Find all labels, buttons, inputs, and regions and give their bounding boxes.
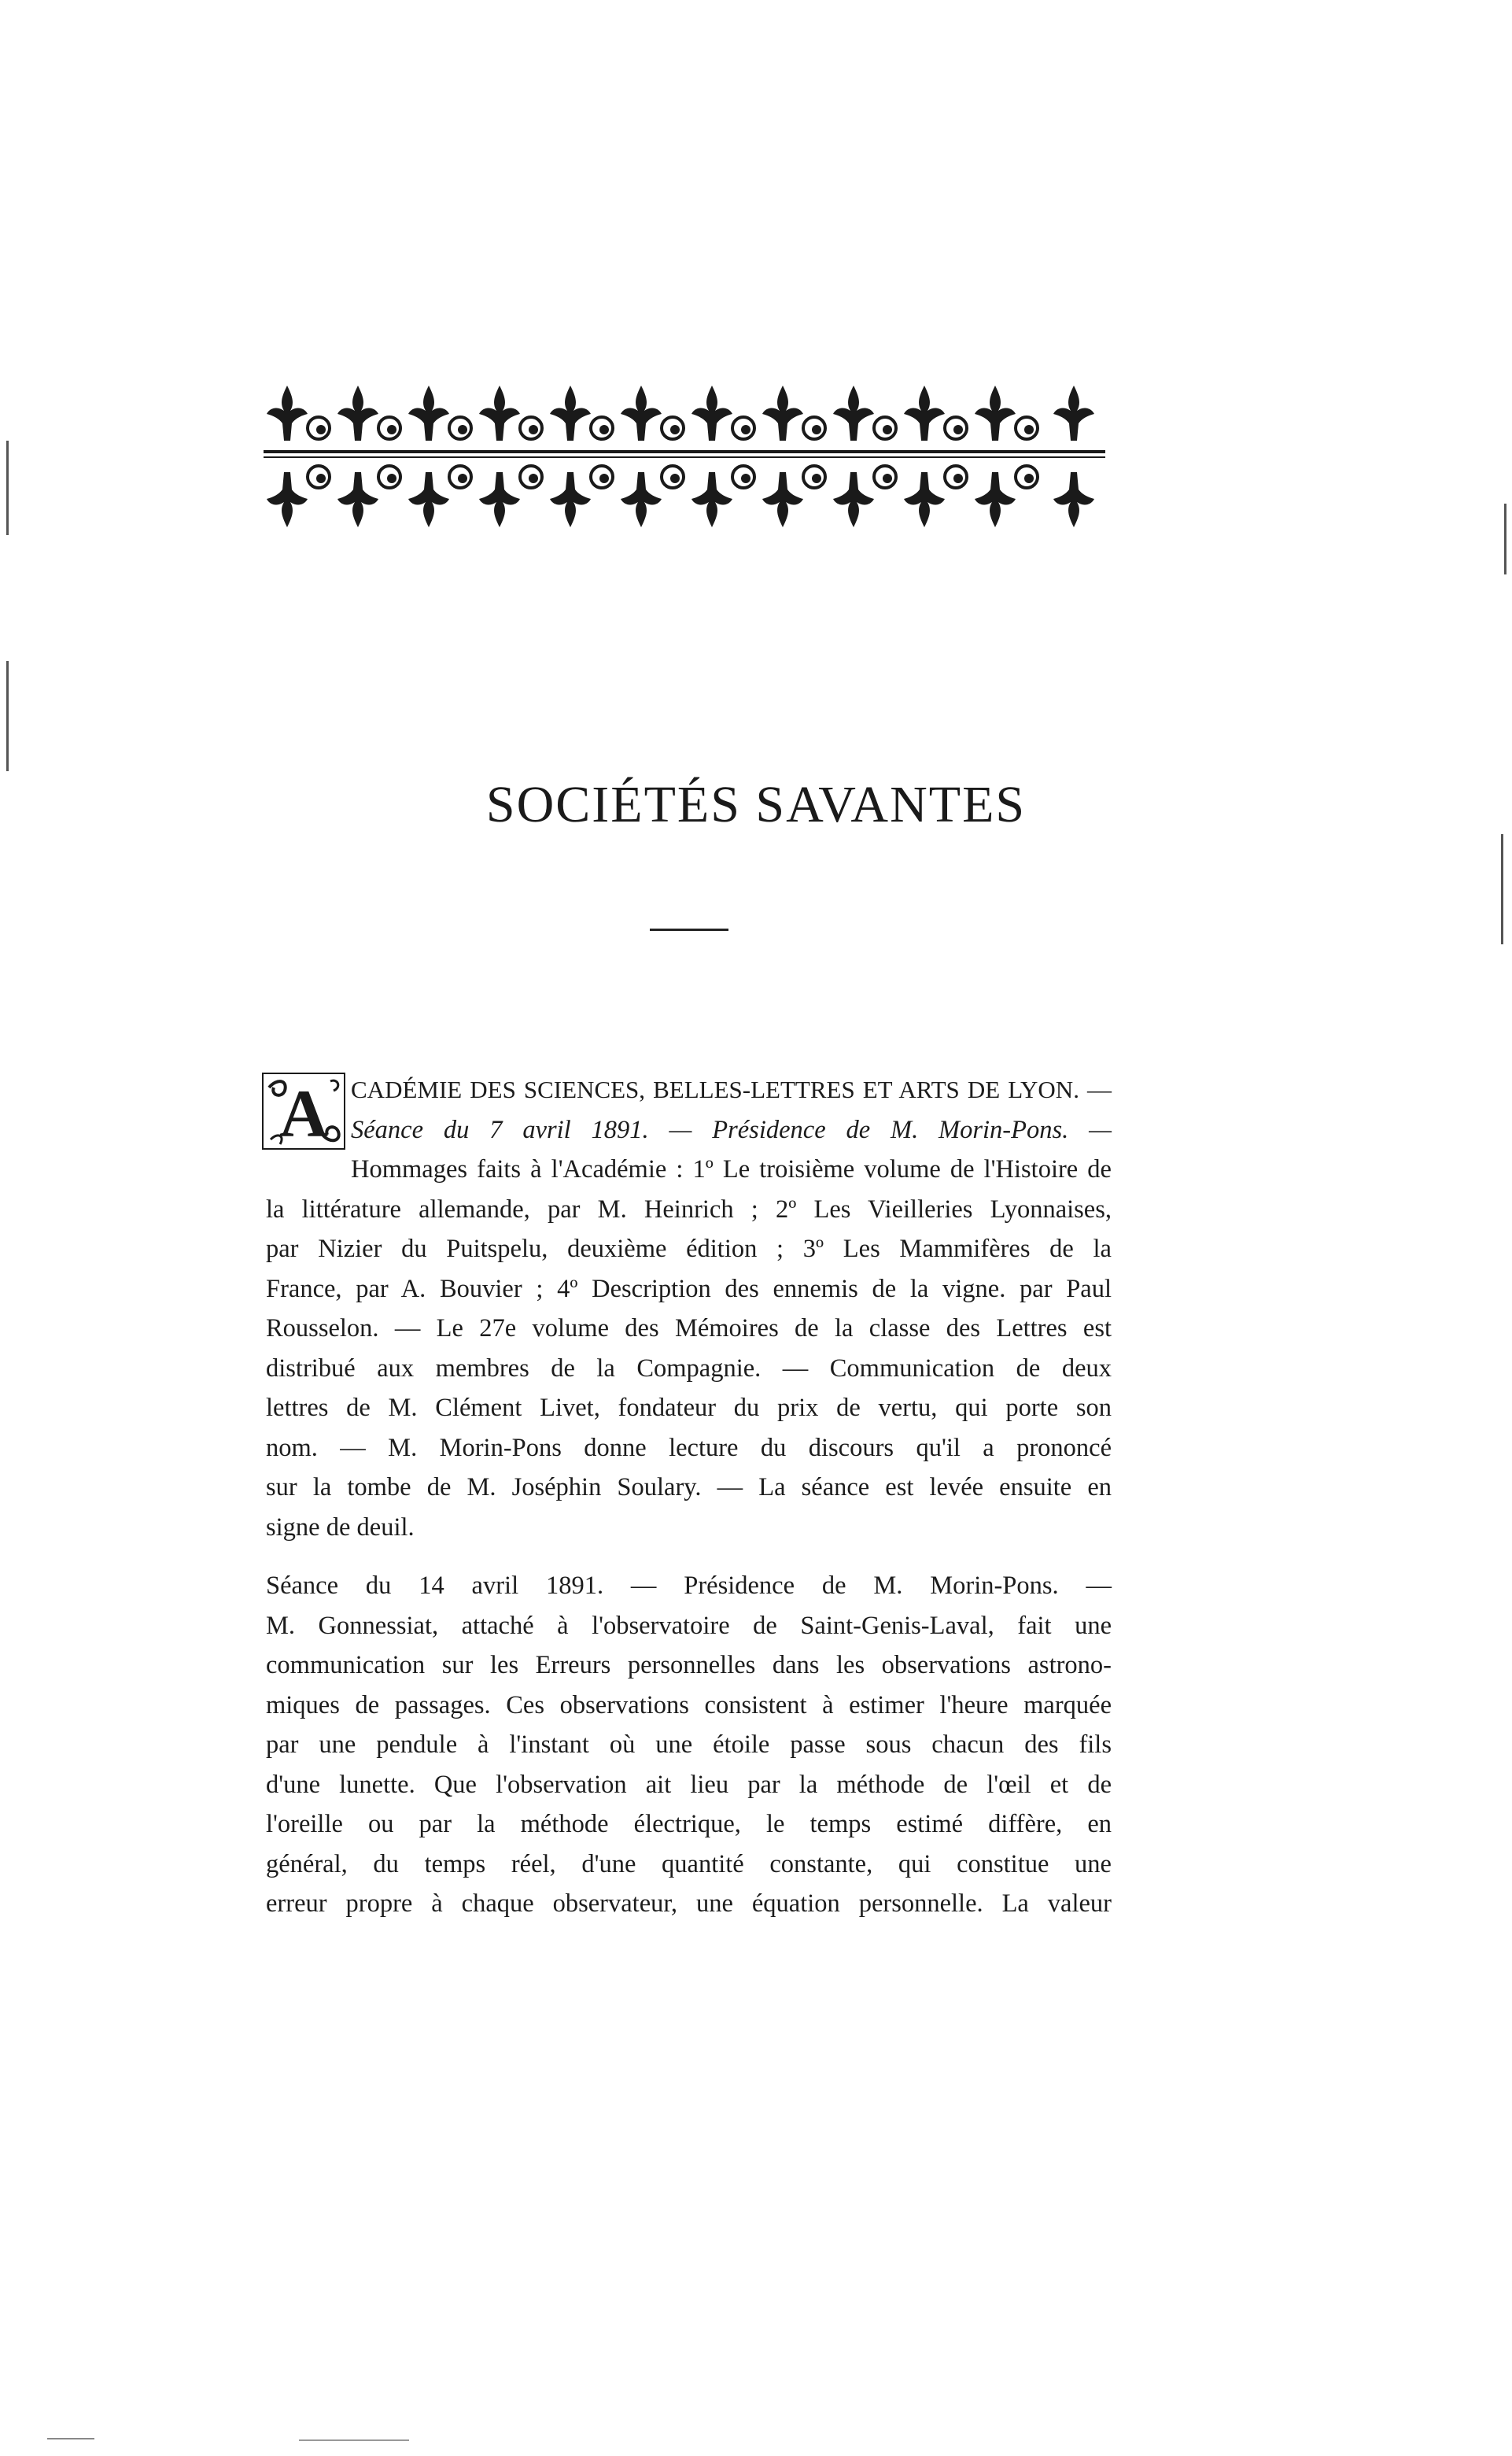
text-line: lettres de M. Clément Livet, fondateur du prix de vertu, qui porte son [266, 1394, 1112, 1422]
text-line: général, du temps réel, d'une quantité constante, qui constitue une [266, 1849, 1112, 1878]
text-line: M. Gonnessiat, attaché à l'observatoire de Saint-Genis-Laval, fait une [266, 1611, 1112, 1640]
text-line: Séance du 7 avril 1891. — Présidence de M. Morin-Pons. — [351, 1115, 1112, 1144]
text-line: erreur propre à chaque observateur, une équation personnelle. La valeur [266, 1889, 1112, 1918]
text-line: Hommages faits à l'Académie : 1º Le troisième volume de l'Histoire de [351, 1155, 1112, 1184]
text-line: signe de deuil. [266, 1512, 415, 1542]
scan-edge-mark [1501, 834, 1503, 944]
ornamental-headpiece [264, 370, 1105, 551]
scan-edge-mark [47, 2438, 94, 2439]
paragraph-seance-14-avril [266, 1566, 1112, 1924]
ornamental-dropcap [261, 1072, 346, 1150]
scan-edge-mark [6, 441, 9, 535]
text-line: par une pendule à l'instant où une étoile passe sous chacun des fils [266, 1730, 1112, 1759]
text-line: CADÉMIE DES SCIENCES, BELLES-LETTRES ET ARTS DE LYON. — [351, 1076, 1112, 1103]
page-title: SOCIÉTÉS SAVANTES [485, 776, 1027, 833]
text-line: Rousselon. — Le 27e volume des Mémoires de la classe des Lettres est [266, 1314, 1112, 1342]
article-body [266, 1070, 1112, 1924]
text-line: communication sur les Erreurs personnelles dans les observations astrono- [266, 1651, 1112, 1679]
text-line: France, par A. Bouvier ; 4º Description des ennemis de la vigne. par Paul [266, 1274, 1112, 1303]
text-line: distribué aux membres de la Compagnie. — Communication de deux [266, 1354, 1112, 1383]
text-line: miques de passages. Ces observations consistent à estimer l'heure marquée [266, 1690, 1112, 1719]
text-line: d'une lunette. Que l'observation ait lieu par la méthode de l'œil et de [266, 1770, 1112, 1799]
text-line: la littérature allemande, par M. Heinrich ; 2º Les Vieilleries Lyonnaises, [266, 1195, 1112, 1224]
text-line: par Nizier du Puitspelu, deuxième édition ; 3º Les Mammifères de la [266, 1235, 1112, 1263]
text-line: sur la tombe de M. Joséphin Soulary. — La séance est levée ensuite en [266, 1473, 1112, 1501]
text-line: Séance du 14 avril 1891. — Présidence de M. Morin-Pons. — [266, 1571, 1112, 1600]
text-line: l'oreille ou par la méthode électrique, le temps estimé diffère, en [266, 1810, 1112, 1838]
paragraph-seance-7-avril [266, 1070, 1112, 1547]
title-rule [650, 929, 728, 931]
scan-edge-mark [1504, 504, 1506, 574]
text-line: nom. — M. Morin-Pons donne lecture du discours qu'il a prononcé [266, 1433, 1112, 1462]
scan-edge-mark [6, 661, 9, 771]
svg-text:A: A [278, 1076, 329, 1150]
scan-edge-mark [299, 2439, 409, 2441]
